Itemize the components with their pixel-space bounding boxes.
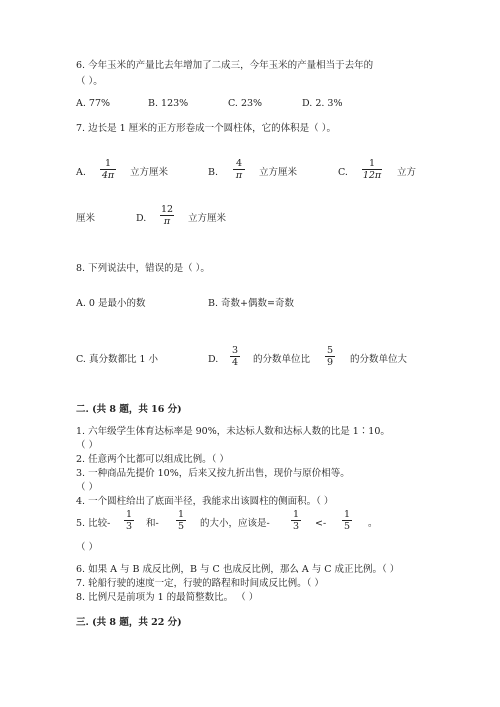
- s2-q5-fraction-2: [176, 509, 186, 532]
- q6-option-d: D. 2. 3%: [302, 98, 343, 109]
- s2-item-3-blank: （ ）: [76, 482, 99, 493]
- s2-q5-denominator-2: 5: [177, 521, 185, 532]
- q8-option-c: C. 真分数都比 1 小: [76, 354, 159, 365]
- s2-q5-denominator-3: 3: [292, 521, 300, 532]
- q7-a-denominator: 4π: [101, 170, 115, 181]
- q7-b-fraction: [233, 158, 245, 181]
- q7-b-numerator: 4: [235, 158, 243, 169]
- q7-d-fraction: [160, 204, 174, 227]
- q8-d-numerator-2: 5: [326, 345, 334, 356]
- s2-q5-numerator-4: 1: [343, 509, 351, 520]
- s2-q5-numerator-2: 1: [177, 509, 185, 520]
- q7-b-denominator: π: [235, 170, 243, 181]
- q7-d-numerator: 12: [161, 204, 174, 215]
- s2-q5-mid: 的大小，应该是-: [200, 518, 270, 529]
- q8-d-numerator-1: 3: [231, 345, 239, 356]
- q7-d-denominator: π: [163, 216, 171, 227]
- s2-item-6: 6. 如果 A 与 B 成反比例，B 与 C 也成反比例，那么 A 与 C 成正比例。（ ）: [76, 564, 400, 575]
- s2-item-8: 8. 比例尺是前项为 1 的最简整数比。 （ ）: [76, 592, 259, 603]
- q7-b-unit: 立方厘米: [259, 167, 298, 178]
- s2-q5-numerator-1: 1: [125, 509, 133, 520]
- s2-item-7: 7. 轮船行驶的速度一定，行驶的路程和时间成反比例。（ ）: [76, 578, 324, 589]
- s2-q5-fraction-4: [342, 509, 352, 532]
- q8-d-fraction-1: [230, 345, 240, 368]
- s2-q5-pre: 5. 比较-: [76, 518, 111, 529]
- q6-option-c: C. 23%: [228, 98, 263, 109]
- q8-stem: 8. 下列说法中，错误的是（ ）。: [76, 263, 210, 274]
- q7-c-label: C.: [338, 167, 348, 178]
- q7-a-label: A.: [76, 167, 86, 178]
- s2-q5-numerator-3: 1: [292, 509, 300, 520]
- s2-q5-less-than: <-: [315, 518, 327, 529]
- section-2-title: 二. (共 8 题，共 16 分): [76, 404, 182, 415]
- q7-a-fraction: [100, 158, 116, 181]
- q7-d-unit: 立方厘米: [188, 213, 227, 224]
- q6-option-a: A. 77%: [76, 98, 111, 109]
- q7-b-label: B.: [208, 167, 219, 178]
- s2-q5-fraction-1: [124, 509, 134, 532]
- q6-stem: 6. 今年玉米的产量比去年增加了二成三，今年玉米的产量相当于去年的: [76, 60, 374, 71]
- q6-blank: （ ）。: [76, 76, 103, 87]
- q8-option-a: A. 0 是最小的数: [76, 298, 146, 309]
- s2-q5-and: 和-: [146, 518, 159, 529]
- s2-item-1: 1. 六年级学生体育达标率是 90%，未达标人数和达标人数的比是 1∶10。: [76, 426, 390, 437]
- s2-item-2: 2. 任意两个比都可以组成比例。（ ）: [76, 454, 229, 465]
- q8-option-b: B. 奇数+偶数=奇数: [208, 298, 294, 309]
- q6-option-b: B. 123%: [148, 98, 189, 109]
- s2-item-4: 4. 一个圆柱给出了底面半径，我能求出该圆柱的侧面积。（ ）: [76, 496, 334, 507]
- s2-q5-end: 。: [368, 518, 378, 529]
- s2-q5-denominator-4: 5: [343, 521, 351, 532]
- q7-c-numerator: 1: [368, 158, 376, 169]
- q8-d-label: D.: [208, 354, 219, 365]
- q7-c-unit-cont: 厘米: [76, 213, 96, 224]
- q8-d-fraction-2: [325, 345, 335, 368]
- q7-stem: 7. 边长是 1 厘米的正方形卷成一个圆柱体，它的体积是（ ）。: [76, 123, 336, 134]
- s2-q5-blank: （ ）: [76, 542, 99, 553]
- q8-d-denominator-1: 4: [231, 357, 239, 368]
- q7-c-denominator: 12π: [362, 170, 382, 181]
- q8-d-tail: 的分数单位大: [350, 354, 408, 365]
- q7-a-unit: 立方厘米: [130, 167, 169, 178]
- q7-d-label: D.: [136, 213, 147, 224]
- q8-d-denominator-2: 9: [326, 357, 334, 368]
- s2-q5-denominator-1: 3: [125, 521, 133, 532]
- q8-d-mid: 的分数单位比: [253, 354, 311, 365]
- s2-q5-fraction-3: [291, 509, 301, 532]
- s2-item-3: 3. 一种商品先提价 10%，后来又按九折出售，现价与原价相等。: [76, 468, 350, 479]
- s2-item-1-blank: （ ）: [76, 440, 99, 451]
- q7-c-unit: 立方: [397, 167, 417, 178]
- q7-a-numerator: 1: [104, 158, 112, 169]
- section-3-title: 三. (共 8 题，共 22 分): [76, 617, 182, 628]
- q7-c-fraction: [362, 158, 382, 181]
